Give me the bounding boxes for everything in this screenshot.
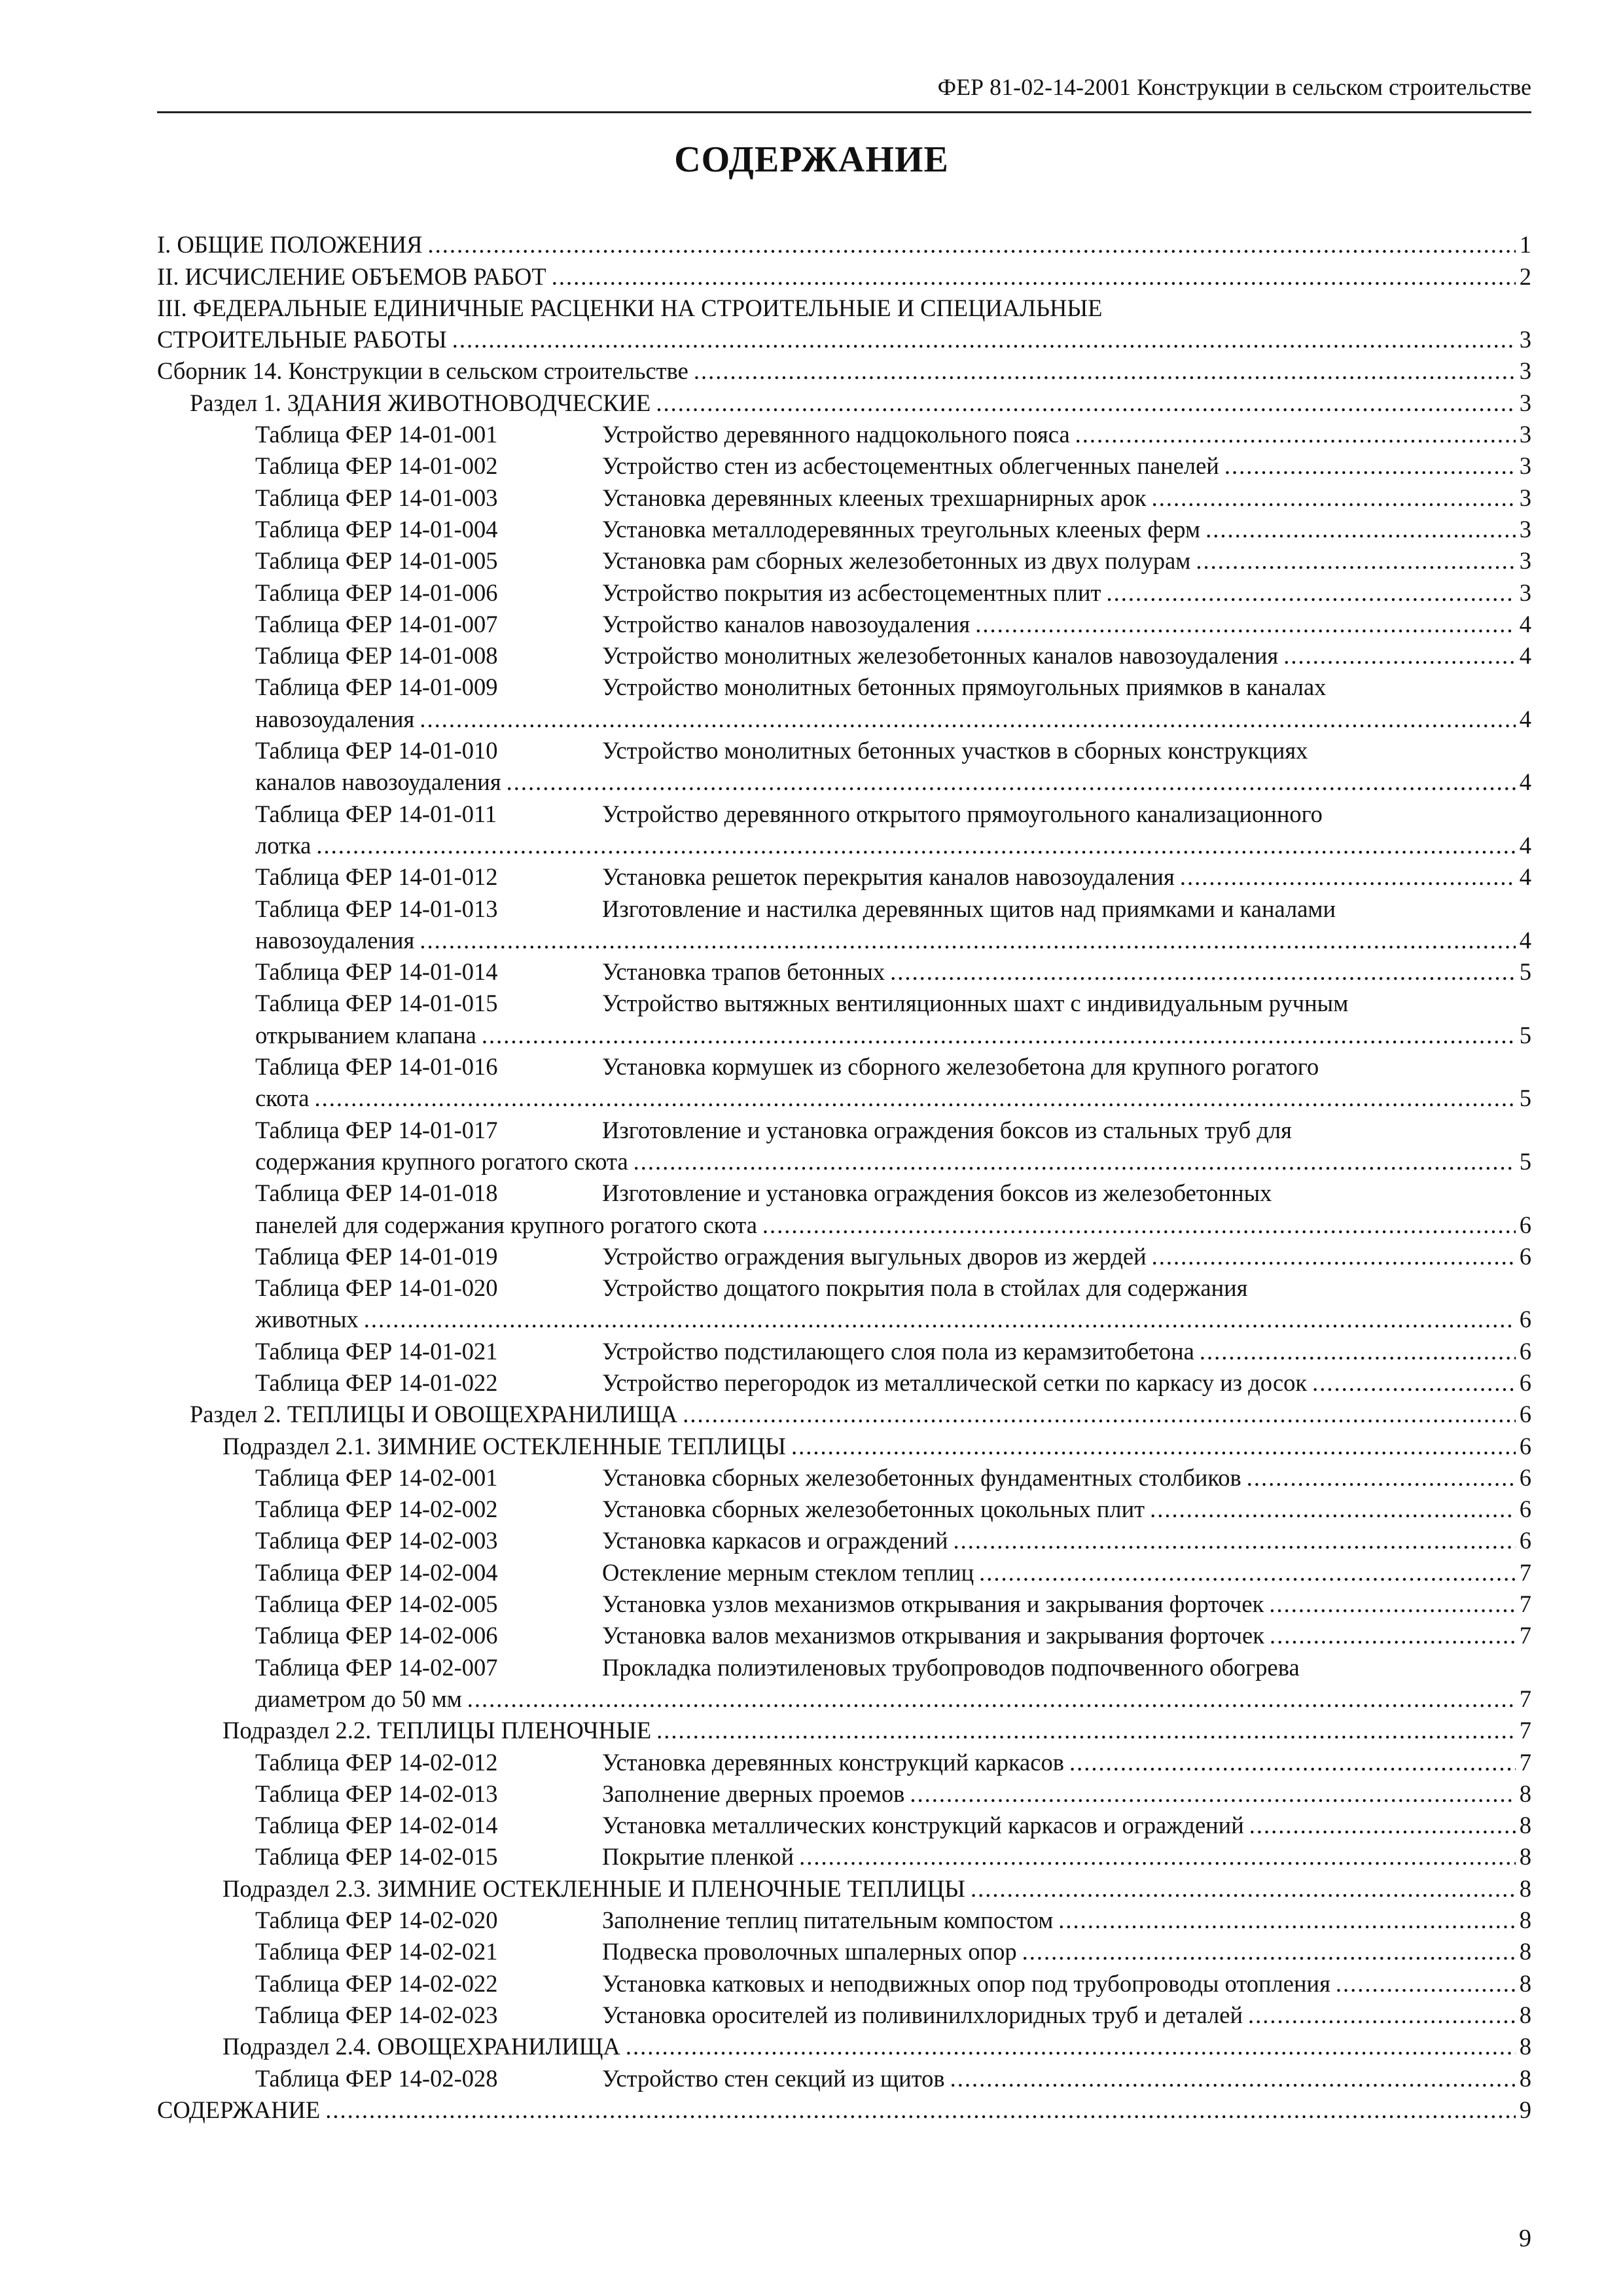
toc-table-code: Таблица ФЕР 14-02-004 [255, 1558, 498, 1586]
toc-entry-title: Таблица ФЕР 14-01-002 Устройство стен из асбестоцементных облегченных панелей [255, 450, 1219, 482]
toc-leader-dots [979, 1557, 1516, 1588]
toc-entry[interactable] [157, 545, 1531, 577]
toc-page-number: 8 [1519, 2001, 1531, 2028]
toc-page-number: 5 [1519, 1085, 1531, 1112]
toc-entry-continuation[interactable] [157, 703, 1531, 734]
toc-entry[interactable] [157, 988, 1531, 1019]
toc-leader-dots [419, 704, 1515, 735]
toc-table-code: Таблица ФЕР 14-02-005 [255, 1590, 498, 1618]
toc-table-code: Таблица ФЕР 14-01-020 [255, 1274, 498, 1302]
toc-page-number: 5 [1519, 1147, 1531, 1175]
toc-leader-dots [1205, 514, 1516, 545]
toc-entry-title: Таблица ФЕР 14-01-003 Установка деревянных клееных трехшарнирных арок [255, 482, 1147, 514]
toc-entry-title: Раздел 2. ТЕПЛИЦЫ И ОВОЩЕХРАНИЛИЩА [190, 1401, 678, 1428]
toc-entry-title: Таблица ФЕР 14-01-011 Устройство деревянного открытого прямоугольного канализационного [255, 798, 1323, 830]
toc-page-number: 6 [1519, 1401, 1531, 1428]
page-title: СОДЕРЖАНИЕ [674, 139, 949, 180]
toc-leader-dots [482, 1020, 1516, 1051]
toc-entry[interactable] [157, 1873, 1531, 1904]
toc-leader-dots [316, 830, 1515, 861]
toc-table-code: Таблица ФЕР 14-01-013 [255, 895, 498, 922]
toc-entry-title: Таблица ФЕР 14-01-020 Устройство дощатого покрытия пола в стойлах для содержания [255, 1272, 1247, 1304]
toc-entry-title: Таблица ФЕР 14-01-001 Устройство деревянного надцокольного пояса [255, 419, 1070, 450]
toc-leader-dots [1336, 1968, 1516, 2000]
toc-leader-dots [910, 1778, 1515, 1810]
toc-page-number: 3 [1519, 357, 1531, 385]
toc-entry-title: Таблица ФЕР 14-01-015 Устройство вытяжных вентиляционных шахт с индивидуальным ручным [255, 988, 1348, 1019]
toc-table-code: Таблица ФЕР 14-02-001 [255, 1463, 498, 1491]
toc-table-code: Таблица ФЕР 14-01-007 [255, 610, 498, 637]
toc-entry-title: Таблица ФЕР 14-01-009 Устройство монолитных бетонных прямоугольных приямков в каналах [255, 672, 1326, 703]
toc-table-code: Таблица ФЕР 14-01-005 [255, 547, 498, 575]
toc-leader-dots [1200, 1336, 1516, 1367]
running-header [157, 73, 1531, 113]
toc-entry-continuation[interactable] [157, 324, 1531, 355]
toc-leader-dots [1247, 1462, 1516, 1494]
toc-page-number: 7 [1519, 1558, 1531, 1586]
toc-page-number: 3 [1519, 579, 1531, 606]
toc-entry-title: Таблица ФЕР 14-02-015 Покрытие пленкой [255, 1841, 794, 1873]
toc-leader-dots [1069, 1747, 1516, 1778]
toc-table-code: Таблица ФЕР 14-01-022 [255, 1369, 498, 1396]
toc-page-number: 1 [1519, 231, 1531, 259]
toc-entry-title: Таблица ФЕР 14-02-028 Устройство стен секций из щитов [255, 2063, 945, 2094]
toc-entry[interactable] [157, 1588, 1531, 1620]
toc-page-number: 8 [1519, 1780, 1531, 1807]
toc-table-code: Таблица ФЕР 14-01-012 [255, 863, 498, 891]
toc-leader-dots [552, 261, 1516, 293]
toc-entry-title: Подраздел 2.3. ЗИМНИЕ ОСТЕКЛЕННЫЕ И ПЛЕНОЧНЫЕ ТЕПЛИЦЫ [223, 1874, 965, 1902]
toc-entry-title: Таблица ФЕР 14-01-022 Устройство перегородок из металлической сетки по каркасу из досок [255, 1367, 1307, 1399]
toc-entry-title-cont: диаметром до 50 мм [255, 1685, 462, 1712]
toc-table-code: Таблица ФЕР 14-01-014 [255, 958, 498, 986]
toc-entry[interactable] [157, 2062, 1531, 2094]
toc-entry-continuation[interactable] [157, 1683, 1531, 1715]
toc-entry-title: Таблица ФЕР 14-02-020 Заполнение теплиц питательным компостом [255, 1905, 1053, 1936]
toc-entry-title: Таблица ФЕР 14-02-014 Установка металлических конструкций каркасов и ограждений [255, 1810, 1244, 1841]
toc-entry-title: Таблица ФЕР 14-02-007 Прокладка полиэтиленовых трубопроводов подпочвенного обогрева [255, 1652, 1300, 1683]
toc-entry[interactable] [157, 514, 1531, 545]
toc-leader-dots [1312, 1367, 1516, 1399]
toc-entry-title-cont: навозоудаления [255, 705, 415, 732]
toc-table-code: Таблица ФЕР 14-01-015 [255, 990, 498, 1017]
toc-table-code: Таблица ФЕР 14-02-014 [255, 1812, 498, 1839]
toc-page-number: 4 [1519, 831, 1531, 859]
toc-entry[interactable] [157, 419, 1531, 450]
toc-entry-title-cont: каналов навозоудаления [255, 768, 501, 796]
toc-entry-title: Таблица ФЕР 14-02-013 Заполнение дверных проемов [255, 1778, 904, 1810]
toc-page-number: 6 [1519, 1306, 1531, 1333]
toc-page-number: 6 [1519, 1337, 1531, 1365]
toc-entry-title-cont: скота [255, 1085, 310, 1112]
toc-entry[interactable] [157, 387, 1531, 418]
toc-leader-dots [1022, 1936, 1516, 1967]
toc-page-number: 4 [1519, 642, 1531, 670]
toc-entry[interactable] [157, 1241, 1531, 1272]
toc-entry[interactable] [157, 1525, 1531, 1556]
toc-entry-title: Таблица ФЕР 14-02-021 Подвеска проволочных шпалерных опор [255, 1936, 1017, 1967]
toc-leader-dots [419, 925, 1515, 956]
toc-leader-dots [791, 1431, 1516, 1462]
toc-page-number: 4 [1519, 863, 1531, 891]
toc-entry-title: Сборник 14. Конструкции в сельском строительстве [157, 357, 688, 385]
toc-entry[interactable] [157, 1778, 1531, 1810]
toc-entry[interactable] [157, 1177, 1531, 1209]
toc-page-number: 3 [1519, 484, 1531, 511]
toc-table-code: Таблица ФЕР 14-02-006 [255, 1622, 498, 1649]
toc-leader-dots [762, 1210, 1516, 1241]
toc-entry[interactable] [157, 861, 1531, 893]
running-title: ФЕР 81-02-14-2001 Конструкции в сельском строительстве [937, 74, 1531, 100]
toc-page-number: 4 [1519, 705, 1531, 732]
toc-entry[interactable] [157, 1967, 1531, 1999]
toc-entry-title: Таблица ФЕР 14-01-007 Устройство каналов навозоудаления [255, 609, 970, 640]
toc-entry-title-cont: СТРОИТЕЛЬНЫЕ РАБОТЫ [157, 326, 447, 353]
toc-page-number: 7 [1519, 1590, 1531, 1618]
toc-entry[interactable] [157, 577, 1531, 608]
toc-entry[interactable] [157, 482, 1531, 513]
toc-entry-title: Таблица ФЕР 14-02-005 Установка узлов механизмов открывания и закрывания форточек [255, 1588, 1264, 1620]
toc-leader-dots [656, 1715, 1516, 1746]
toc-entry-title: Таблица ФЕР 14-02-022 Установка катковых и неподвижных опор под трубопроводы отопления [255, 1968, 1330, 2000]
toc-page-number: 8 [1519, 1874, 1531, 1902]
toc-entry-title: Таблица ФЕР 14-02-003 Установка каркасов и ограждений [255, 1525, 948, 1556]
toc-entry[interactable] [157, 1399, 1531, 1430]
toc-entry-title: Таблица ФЕР 14-01-014 Установка трапов бетонных [255, 956, 885, 988]
toc-leader-dots [452, 324, 1516, 355]
toc-entry[interactable] [157, 735, 1531, 766]
toc-entry-title: Таблица ФЕР 14-02-002 Установка сборных железобетонных цокольных плит [255, 1494, 1145, 1525]
toc-page-number: 8 [1519, 1938, 1531, 1965]
toc-table-code: Таблица ФЕР 14-02-012 [255, 1748, 498, 1776]
toc-leader-dots [633, 1146, 1516, 1177]
toc-entry-title: Таблица ФЕР 14-01-021 Устройство подстилающего слоя пола из керамзитобетона [255, 1336, 1194, 1367]
toc-entry-continuation[interactable] [157, 830, 1531, 861]
toc-entry[interactable] [157, 2094, 1531, 2126]
toc-leader-dots [890, 956, 1516, 988]
toc-table-code: Таблица ФЕР 14-02-003 [255, 1527, 498, 1554]
toc-table-code: Таблица ФЕР 14-01-008 [255, 642, 498, 670]
toc-entry-title-cont: навозоудаления [255, 926, 415, 954]
toc-entry-continuation[interactable] [157, 1209, 1531, 1240]
toc-entry-continuation[interactable] [157, 1146, 1531, 1177]
toc-table-code: Таблица ФЕР 14-02-002 [255, 1496, 498, 1523]
toc-page-number: 3 [1519, 452, 1531, 480]
toc-entry-title: Таблица ФЕР 14-01-018 Изготовление и установка ограждения боксов из железобетонных [255, 1177, 1272, 1209]
toc-page-number: 9 [1519, 2096, 1531, 2123]
toc-entry-title: СОДЕРЖАНИЕ [157, 2096, 321, 2123]
toc-entry[interactable] [157, 1462, 1531, 1494]
toc-entry[interactable] [157, 1051, 1531, 1083]
toc-entry[interactable] [157, 1810, 1531, 1841]
toc-page-number: 3 [1519, 547, 1531, 575]
toc-leader-dots [656, 387, 1515, 419]
toc-page-number: 6 [1519, 1432, 1531, 1460]
toc-leader-dots [1107, 577, 1516, 609]
toc-page-number: 7 [1519, 1748, 1531, 1776]
toc-entry[interactable] [157, 1335, 1531, 1367]
toc-page-number: 4 [1519, 768, 1531, 796]
toc-entry-title: Подраздел 2.4. ОВОЩЕХРАНИЛИЩА [223, 2033, 620, 2060]
toc-entry[interactable] [157, 956, 1531, 988]
toc-entry[interactable] [157, 1620, 1531, 1651]
toc-entry-title: Таблица ФЕР 14-01-017 Изготовление и установка ограждения боксов из стальных труб для [255, 1115, 1292, 1146]
toc-leader-dots [507, 766, 1516, 798]
toc-page-number: 7 [1519, 1717, 1531, 1744]
toc-leader-dots [626, 2031, 1516, 2062]
toc-table-code: Таблица ФЕР 14-02-021 [255, 1938, 498, 1965]
toc-entry-title: Таблица ФЕР 14-01-008 Устройство монолитных железобетонных каналов навозоудаления [255, 640, 1278, 672]
toc-leader-dots [1270, 1620, 1516, 1651]
toc-entry[interactable] [157, 1841, 1531, 1873]
page-number: 9 [1519, 2225, 1531, 2252]
toc-leader-dots [954, 1525, 1516, 1556]
toc-table-code: Таблица ФЕР 14-01-010 [255, 737, 498, 764]
toc-page-number: 8 [1519, 2033, 1531, 2060]
toc-table-code: Таблица ФЕР 14-01-003 [255, 484, 498, 511]
toc-entry[interactable] [157, 1905, 1531, 1936]
toc-entry-continuation[interactable] [157, 1019, 1531, 1050]
toc-entry-title: Таблица ФЕР 14-01-013 Изготовление и настилка деревянных щитов над приямками и каналами [255, 893, 1336, 925]
toc-entry-title: Таблица ФЕР 14-01-005 Установка рам сборных железобетонных из двух полурам [255, 545, 1190, 577]
toc-table-code: Таблица ФЕР 14-01-004 [255, 515, 498, 543]
toc-page-number: 8 [1519, 1907, 1531, 1934]
toc-entry-title-cont: открыванием клапана [255, 1021, 476, 1049]
toc-page-number: 3 [1519, 389, 1531, 416]
toc-leader-dots [314, 1083, 1515, 1114]
toc-table-code: Таблица ФЕР 14-01-009 [255, 673, 498, 701]
toc-table-code: Таблица ФЕР 14-01-006 [255, 579, 498, 606]
toc-entry-title: III. ФЕДЕРАЛЬНЫЕ ЕДИНИЧНЫЕ РАСЦЕНКИ НА СТРОИТЕЛЬНЫЕ И СПЕЦИАЛЬНЫЕ [157, 294, 1103, 321]
toc-entry[interactable] [157, 893, 1531, 924]
toc-entry-title-cont: панелей для содержания крупного рогатого скота [255, 1211, 757, 1238]
toc-entry[interactable] [157, 1936, 1531, 1967]
toc-table-code: Таблица ФЕР 14-01-021 [255, 1337, 498, 1365]
toc-entry[interactable] [157, 2031, 1531, 2062]
toc-table-code: Таблица ФЕР 14-02-013 [255, 1780, 498, 1807]
toc-entry-title: Таблица ФЕР 14-01-010 Устройство монолитных бетонных участков в сборных конструкциях [255, 735, 1308, 766]
toc-page-number: 8 [1519, 1843, 1531, 1871]
toc-leader-dots [1150, 1494, 1516, 1525]
toc-leader-dots [1283, 640, 1516, 672]
toc-entry-title: Таблица ФЕР 14-02-012 Установка деревянных конструкций каркасов [255, 1747, 1064, 1778]
toc-page-number: 8 [1519, 2064, 1531, 2092]
toc-table-code: Таблица ФЕР 14-02-023 [255, 2001, 498, 2028]
toc-table-code: Таблица ФЕР 14-01-019 [255, 1242, 498, 1270]
toc-page-number: 2 [1519, 262, 1531, 290]
toc-entry-title: Таблица ФЕР 14-02-023 Установка оросителей из поливинилхлоридных труб и деталей [255, 2000, 1243, 2031]
toc-entry-title: Таблица ФЕР 14-01-012 Установка решеток перекрытия каналов навозоудаления [255, 861, 1175, 893]
toc-entry-title: Таблица ФЕР 14-01-004 Установка металлодеревянных треугольных клееных ферм [255, 514, 1200, 545]
toc-page-number: 4 [1519, 926, 1531, 954]
toc-page-number: 8 [1519, 1812, 1531, 1839]
toc-entry[interactable] [157, 355, 1531, 387]
toc-leader-dots [1152, 482, 1516, 514]
toc-leader-dots [428, 229, 1516, 260]
toc-table-code: Таблица ФЕР 14-02-007 [255, 1653, 498, 1681]
toc-entry[interactable] [157, 450, 1531, 482]
toc-leader-dots [1075, 419, 1516, 450]
toc-entry-title: Таблица ФЕР 14-02-001 Установка сборных железобетонных фундаментных столбиков [255, 1462, 1241, 1494]
toc-entry[interactable] [157, 1494, 1531, 1525]
toc-entry[interactable] [157, 1114, 1531, 1145]
toc-table-code: Таблица ФЕР 14-01-018 [255, 1179, 498, 1207]
toc-leader-dots [1196, 545, 1515, 577]
toc-entry-continuation[interactable] [157, 766, 1531, 798]
toc-entry[interactable] [157, 1556, 1531, 1588]
toc-leader-dots [1058, 1905, 1515, 1936]
toc-leader-dots [325, 2094, 1516, 2126]
toc-entry-title: Таблица ФЕР 14-01-016 Установка кормушек из сборного железобетона для крупного рогатого [255, 1051, 1319, 1083]
toc-table-code: Таблица ФЕР 14-02-022 [255, 1969, 498, 1997]
toc-page-number: 6 [1519, 1527, 1531, 1554]
toc-table-code: Таблица ФЕР 14-01-002 [255, 452, 498, 480]
toc-entry-title: Таблица ФЕР 14-02-006 Установка валов механизмов открывания и закрывания форточек [255, 1620, 1264, 1651]
toc-leader-dots [364, 1304, 1516, 1335]
toc-table-code: Таблица ФЕР 14-02-015 [255, 1843, 498, 1871]
toc-leader-dots [975, 609, 1516, 640]
toc-entry-title-cont: животных [255, 1306, 359, 1333]
toc-leader-dots [694, 355, 1516, 387]
toc-page-number: 5 [1519, 958, 1531, 986]
toc-entry-title: Подраздел 2.2. ТЕПЛИЦЫ ПЛЕНОЧНЫЕ [223, 1717, 652, 1744]
toc-table-code: Таблица ФЕР 14-02-020 [255, 1907, 498, 1934]
toc-table-code: Таблица ФЕР 14-02-028 [255, 2064, 498, 2092]
toc-leader-dots [1224, 450, 1516, 482]
toc-page-number: 6 [1519, 1211, 1531, 1238]
toc-entry[interactable] [157, 229, 1531, 260]
toc-entry[interactable] [157, 609, 1531, 640]
toc-leader-dots [467, 1683, 1516, 1715]
toc-entry[interactable] [157, 260, 1531, 292]
toc-entry-title: I. ОБЩИЕ ПОЛОЖЕНИЯ [157, 231, 423, 259]
toc-entry-continuation[interactable] [157, 1304, 1531, 1335]
toc-entry-title-cont: содержания крупного рогатого скота [255, 1147, 628, 1175]
toc-page-number: 5 [1519, 1021, 1531, 1049]
toc-entry[interactable] [157, 798, 1531, 829]
toc-page-number: 4 [1519, 610, 1531, 637]
toc-entry[interactable] [157, 1651, 1531, 1683]
toc-entry-continuation[interactable] [157, 1083, 1531, 1114]
toc-entry-title: Раздел 1. ЗДАНИЯ ЖИВОТНОВОДЧЕСКИЕ [190, 389, 651, 416]
toc-entry-title: Таблица ФЕР 14-02-004 Остекление мерным стеклом теплиц [255, 1557, 974, 1588]
toc-entry[interactable] [157, 1715, 1531, 1746]
toc-entry-title: Таблица ФЕР 14-01-019 Устройство ограждения выгульных дворов из жердей [255, 1241, 1147, 1272]
toc-entry[interactable] [157, 293, 1531, 324]
toc-entry[interactable] [157, 2000, 1531, 2031]
toc-entry-title-cont: лотка [255, 831, 312, 859]
toc-page-number: 8 [1519, 1969, 1531, 1997]
toc-entry[interactable] [157, 1367, 1531, 1399]
toc-entry-title: Подраздел 2.1. ЗИМНИЕ ОСТЕКЛЕННЫЕ ТЕПЛИЦЫ [223, 1432, 786, 1460]
toc-page-number: 7 [1519, 1685, 1531, 1712]
toc-leader-dots [683, 1399, 1515, 1430]
toc-leader-dots [1248, 2000, 1516, 2031]
toc-entry[interactable] [157, 1746, 1531, 1778]
toc-leader-dots [971, 1873, 1516, 1905]
toc-table-code: Таблица ФЕР 14-01-017 [255, 1116, 498, 1143]
toc-page-number: 7 [1519, 1622, 1531, 1649]
toc-table-code: Таблица ФЕР 14-01-001 [255, 421, 498, 448]
toc-leader-dots [1269, 1588, 1515, 1620]
toc-page-number: 6 [1519, 1369, 1531, 1396]
toc-page-number: 6 [1519, 1463, 1531, 1491]
toc-leader-dots [1152, 1241, 1516, 1272]
toc-leader-dots [950, 2063, 1516, 2094]
toc-entry-title: Таблица ФЕР 14-01-006 Устройство покрытия из асбестоцементных плит [255, 577, 1101, 609]
toc-entry-title: II. ИСЧИСЛЕНИЕ ОБЪЕМОВ РАБОТ [157, 262, 546, 290]
toc-leader-dots [1249, 1810, 1516, 1841]
table-of-contents [157, 229, 1531, 2126]
toc-page-number: 3 [1519, 421, 1531, 448]
toc-page-number: 3 [1519, 326, 1531, 353]
toc-entry[interactable] [157, 1272, 1531, 1304]
toc-page-number: 6 [1519, 1242, 1531, 1270]
toc-page-number: 3 [1519, 515, 1531, 543]
toc-leader-dots [1180, 861, 1516, 893]
toc-entry-continuation[interactable] [157, 925, 1531, 956]
toc-table-code: Таблица ФЕР 14-01-016 [255, 1053, 498, 1081]
toc-page-number: 6 [1519, 1496, 1531, 1523]
toc-entry[interactable] [157, 640, 1531, 672]
toc-entry[interactable] [157, 1430, 1531, 1462]
toc-table-code: Таблица ФЕР 14-01-011 [255, 800, 497, 827]
toc-leader-dots [799, 1841, 1516, 1873]
toc-entry[interactable] [157, 672, 1531, 703]
